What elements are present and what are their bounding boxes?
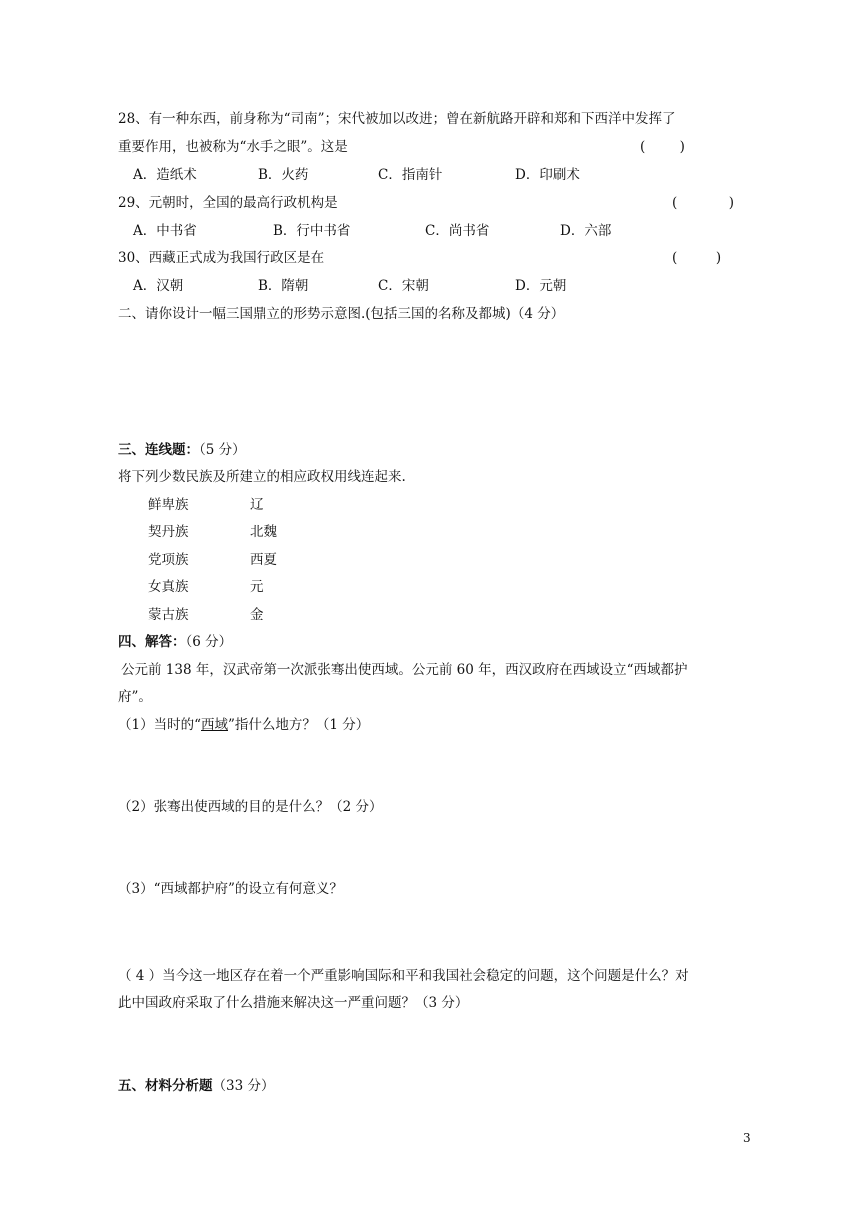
- q30-option-c: C．宋朝: [378, 278, 429, 294]
- ethnic-group-1: 鲜卑族: [148, 497, 189, 513]
- q29-option-b: B．行中书省: [273, 223, 351, 239]
- section4-q4-line1: （ 4 ）当今这一地区存在着一个严重影响国际和平和我国社会稳定的问题，这个问题是什么？对: [118, 968, 689, 984]
- regime-1: 辽: [250, 497, 264, 513]
- q30-option-d: D．元朝: [515, 278, 567, 294]
- ethnic-group-4: 女真族: [148, 579, 189, 595]
- section4-intro-line2: 府”。: [118, 689, 152, 705]
- section5-heading: 五、材料分析题: [118, 1078, 213, 1094]
- section3-points: （5 分）: [199, 442, 246, 458]
- section2-question: 二、请你设计一幅三国鼎立的形势示意图.(包括三国的名称及都城)（4 分）: [118, 306, 565, 322]
- q28-answer-paren: ( ): [640, 139, 685, 155]
- q29-option-d: D．六部: [560, 223, 612, 239]
- section3-instruction: 将下列少数民族及所建立的相应政权用线连起来.: [118, 469, 406, 485]
- regime-4: 元: [250, 579, 264, 595]
- regime-3: 西夏: [250, 552, 277, 568]
- q29-option-c: C．尚书省: [425, 223, 490, 239]
- q28-option-c: C．指南针: [378, 167, 443, 183]
- q1-underlined-term: 西域: [201, 717, 228, 733]
- page-number: 3: [743, 1131, 751, 1145]
- q28-line2: 重要作用，也被称为“水手之眼”。这是: [118, 139, 348, 155]
- q30-option-a: A．汉朝: [133, 278, 184, 294]
- section4-q1: [118, 716, 369, 734]
- ethnic-group-2: 契丹族: [148, 524, 189, 540]
- q30-answer-paren: ( ): [672, 250, 722, 266]
- q29-answer-paren: ( ): [672, 195, 735, 211]
- q28-option-b: B．火药: [258, 167, 309, 183]
- q28-option-a: A．造纸术: [133, 167, 197, 183]
- section3-heading: 三、连线题：: [118, 442, 199, 458]
- ethnic-group-5: 蒙古族: [148, 607, 189, 623]
- q28-line1: 28、有一种东西，前身称为“司南”；宋代被加以改进；曾在新航路开辟和郑和下西洋中发挥了: [118, 111, 676, 127]
- section5-title: [118, 1077, 274, 1095]
- q28-option-d: D．印刷术: [515, 167, 580, 183]
- section3-title: [118, 441, 246, 459]
- section4-q2: （2）张骞出使西域的目的是什么？（2 分）: [118, 799, 383, 815]
- q30-option-b: B．隋朝: [258, 278, 309, 294]
- section4-title: [118, 633, 232, 651]
- q30-question: 30、西藏正式成为我国行政区是在: [118, 250, 325, 266]
- q1-prefix: （1）当时的“: [118, 717, 201, 733]
- section5-points: （33 分）: [212, 1078, 275, 1094]
- section4-intro-line1: 公元前 138 年，汉武帝第一次派张骞出使西域。公元前 60 年，西汉政府在西域设立“西域都护: [121, 662, 688, 678]
- section4-q3: （3）“西域都护府”的设立有何意义？: [118, 881, 343, 897]
- ethnic-group-3: 党项族: [148, 552, 189, 568]
- regime-5: 金: [250, 607, 264, 623]
- regime-2: 北魏: [250, 524, 277, 540]
- q29-question: 29、元朝时，全国的最高行政机构是: [118, 195, 338, 211]
- section4-q4-line2: 此中国政府采取了什么措施来解决这一严重问题？（3 分）: [118, 995, 469, 1011]
- q1-suffix: ”指什么地方？（1 分）: [228, 717, 370, 733]
- section4-heading: 四、解答：: [118, 634, 186, 650]
- section4-points: （6 分）: [185, 634, 233, 650]
- q29-option-a: A．中书省: [133, 223, 197, 239]
